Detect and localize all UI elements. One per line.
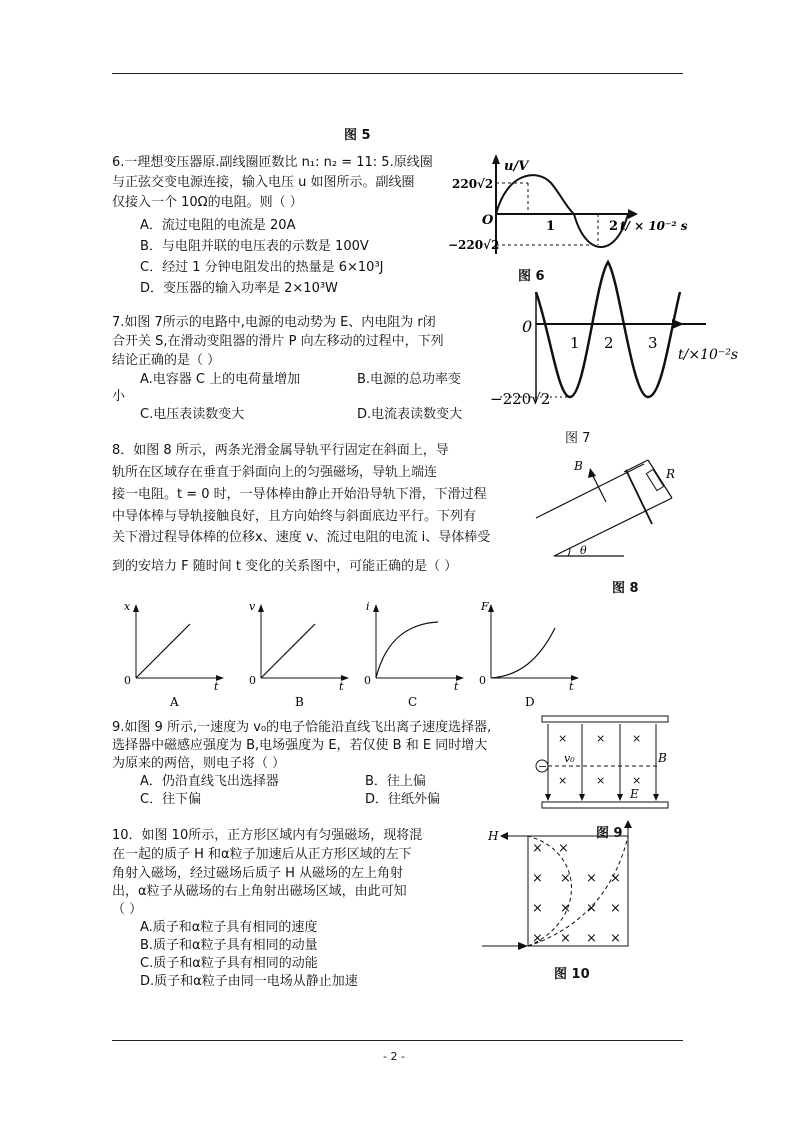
fig5-caption: 图 5 bbox=[344, 128, 371, 143]
svg-text:×: × bbox=[532, 931, 543, 946]
svg-text:×: × bbox=[610, 931, 621, 946]
svg-text:×: × bbox=[532, 841, 543, 856]
fig7-caption: 图 7 bbox=[565, 431, 591, 446]
graph-c-origin: 0 bbox=[364, 674, 371, 687]
header-rule bbox=[112, 73, 683, 74]
fig8-b-arrowhead bbox=[588, 468, 596, 478]
fig8-rail-lower bbox=[554, 498, 672, 556]
q9-option-b: B．往上偏 bbox=[365, 774, 426, 789]
fig10-proton-exit-arrowhead bbox=[500, 832, 508, 840]
fig10-caption: 图 10 bbox=[554, 967, 590, 982]
svg-text:×: × bbox=[532, 871, 543, 886]
graph-c-curve bbox=[376, 622, 438, 678]
q6-line2: 与正弦交变电源连接，输入电压 u 如图所示。副线圈 bbox=[112, 175, 415, 190]
fig10-field-region bbox=[528, 836, 628, 946]
fig9-electron-sign: − bbox=[538, 760, 548, 773]
figure-8-incline-rails bbox=[532, 452, 682, 562]
q6-line1: 6.一理想变压器原.副线圈匝数比 n₁: n₂ = 11: 5.原线圈 bbox=[112, 155, 433, 170]
graph-b-curve bbox=[261, 624, 315, 678]
fig7-xlabel: t/×10⁻²s bbox=[678, 347, 739, 363]
fig9-top-plate bbox=[542, 716, 668, 722]
q10-line5: （ ） bbox=[112, 902, 143, 917]
fig9-cross-5: × bbox=[596, 774, 606, 787]
graph-b-origin: 0 bbox=[249, 674, 256, 687]
fig9-e-label: E bbox=[630, 787, 639, 801]
fig10-alpha-path bbox=[528, 836, 628, 946]
fig6-y-top-label: 220√2 bbox=[452, 177, 494, 191]
graph-a-y-arrow bbox=[133, 604, 139, 612]
q10-option-b: B.质子和α粒子具有相同的动量 bbox=[140, 938, 318, 953]
svg-text:×: × bbox=[586, 871, 597, 886]
fig9-cross-4: × bbox=[558, 774, 568, 787]
fig6-tick-2: 2 bbox=[609, 219, 619, 234]
page-number: - 2 - bbox=[383, 1050, 405, 1063]
q9-option-c: C．往下偏 bbox=[140, 792, 202, 807]
fig10-h-label: H bbox=[488, 829, 499, 843]
figure-9-velocity-selector bbox=[532, 714, 672, 814]
fig6-xlabel: t/ × 10⁻² s bbox=[620, 219, 688, 233]
fig9-cross-3: × bbox=[632, 732, 642, 745]
fig10-crosses bbox=[532, 841, 621, 946]
graph-c-y-arrow bbox=[373, 604, 379, 612]
graph-d-curve bbox=[491, 628, 555, 678]
fig7-y-bottom-label: −220√2 bbox=[490, 390, 551, 408]
fig6-y-arrow bbox=[492, 154, 500, 164]
figure-10-square-field bbox=[482, 822, 632, 962]
q8-line5: 关下滑过程导体棒的位移x、速度 v、流过电阻的电流 i、导体棒受 bbox=[112, 530, 491, 545]
q6-option-a: A．流过电阻的电流是 20A bbox=[140, 218, 296, 233]
fig8-b-label: B bbox=[574, 459, 583, 473]
fig8-conductor-rod bbox=[626, 470, 652, 524]
svg-text:×: × bbox=[532, 901, 543, 916]
graph-a-option-label: A bbox=[170, 695, 179, 709]
q8-line4: 中导体棒与导轨接触良好，且方向始终与斜面底边平行。下列有 bbox=[112, 509, 477, 524]
q8-graph-a bbox=[118, 598, 228, 710]
svg-text:×: × bbox=[558, 841, 569, 856]
q8-graph-c bbox=[358, 598, 468, 710]
q10-line2: 在一起的质子 H 和α粒子加速后从正方形区域的左下 bbox=[112, 847, 412, 862]
q7-option-b: B.电源的总功率变 bbox=[357, 372, 462, 387]
q6-line3: 仅接入一个 10Ω的电阻。则（ ） bbox=[112, 195, 303, 210]
graph-a-curve bbox=[136, 624, 190, 678]
graph-d-y-arrow bbox=[488, 604, 494, 612]
fig6-y-bottom-label: −220√2 bbox=[448, 238, 500, 252]
fig6-ylabel: u/V bbox=[504, 159, 529, 174]
q10-option-c: C.质子和α粒子具有相同的动能 bbox=[140, 956, 318, 971]
q7-line2: 合开关 S,在滑动变阻器的滑片 P 向左移动的过程中，下列 bbox=[112, 334, 444, 349]
q7-option-d: D.电流表读数变大 bbox=[357, 407, 463, 422]
fig6-caption: 图 6 bbox=[518, 269, 545, 284]
q10-line4: 出，α粒子从磁场的右上角射出磁场区域，由此可知 bbox=[112, 884, 407, 899]
fig9-cross-6: × bbox=[632, 774, 642, 787]
q9-option-a: A．仍沿直线飞出选择器 bbox=[140, 774, 279, 789]
fig7-tick-1: 1 bbox=[570, 334, 580, 352]
fig7-origin-label: 0 bbox=[522, 317, 533, 336]
q10-line3: 角射入磁场，经过磁场后质子 H 从磁场的左上角射 bbox=[112, 866, 404, 881]
q9-option-d: D．往纸外偏 bbox=[365, 792, 441, 807]
svg-text:×: × bbox=[560, 931, 571, 946]
q7-option-a: A.电容器 C 上的电荷量增加 bbox=[140, 372, 301, 387]
figure-7-voltage-graph bbox=[470, 262, 739, 412]
svg-text:×: × bbox=[560, 871, 571, 886]
q8-line6: 到的安培力 F 随时间 t 变化的关系图中，可能正确的是（ ） bbox=[112, 559, 458, 574]
fig6-origin-label: O bbox=[482, 213, 494, 228]
graph-d-ylabel: F bbox=[481, 600, 489, 613]
fig9-field-arrowheads bbox=[545, 794, 659, 801]
graph-d-xlabel: t bbox=[569, 680, 574, 693]
svg-text:×: × bbox=[586, 901, 597, 916]
q7-option-c: C.电压表读数变大 bbox=[140, 407, 245, 422]
graph-a-xlabel: t bbox=[214, 680, 219, 693]
fig7-tick-3: 3 bbox=[648, 334, 658, 352]
svg-text:×: × bbox=[610, 871, 621, 886]
q7-option-b-wrap: 小 bbox=[112, 389, 126, 404]
q10-option-a: A.质子和α粒子具有相同的速度 bbox=[140, 920, 318, 935]
q6-option-b: B．与电阻并联的电压表的示数是 100V bbox=[140, 239, 369, 254]
fig6-tick-1: 1 bbox=[546, 219, 556, 234]
fig9-caption: 图 9 bbox=[596, 826, 623, 841]
fig10-entry-arrowhead bbox=[518, 942, 528, 950]
fig8-b-arrow bbox=[592, 474, 606, 502]
footer-rule bbox=[112, 1040, 683, 1041]
q9-line3: 为原来的两倍，则电子将（ ） bbox=[112, 756, 286, 771]
q7-line3: 结论正确的是（ ） bbox=[112, 353, 221, 368]
q9-line1: 9.如图 9 所示,一速度为 v₀的电子恰能沿直线飞出离子速度选择器, bbox=[112, 720, 492, 735]
q8-line3: 接一电阻。t = 0 时，一导体棒由静止开始沿导轨下滑，下滑过程 bbox=[112, 487, 487, 502]
graph-a-ylabel: x bbox=[124, 600, 131, 613]
q10-option-d: D.质子和α粒子由同一电场从静止加速 bbox=[140, 974, 358, 989]
graph-c-xlabel: t bbox=[454, 680, 459, 693]
svg-text:×: × bbox=[610, 901, 621, 916]
graph-d-origin: 0 bbox=[479, 674, 486, 687]
fig9-cross-2: × bbox=[596, 732, 606, 745]
q8-graph-d bbox=[473, 598, 583, 710]
fig9-cross-1: × bbox=[558, 732, 568, 745]
fig7-tick-2: 2 bbox=[604, 334, 614, 352]
graph-b-y-arrow bbox=[258, 604, 264, 612]
graph-d-option-label: D bbox=[525, 695, 535, 709]
graph-b-option-label: B bbox=[295, 695, 304, 709]
fig9-bottom-plate bbox=[542, 802, 668, 808]
q6-option-d: D．变压器的输入功率是 2×10³W bbox=[140, 281, 338, 296]
q6-option-c: C．经过 1 分钟电阻发出的热量是 6×10³J bbox=[140, 260, 384, 275]
fig6-x-arrow bbox=[628, 209, 638, 219]
fig9-v0-label: v₀ bbox=[564, 752, 575, 765]
fig9-b-label: B bbox=[658, 751, 667, 765]
fig8-theta-label: θ bbox=[580, 544, 587, 557]
fig10-alpha-exit-arrowhead bbox=[624, 820, 632, 828]
graph-c-ylabel: i bbox=[366, 600, 370, 613]
svg-text:×: × bbox=[586, 931, 597, 946]
graph-a-origin: 0 bbox=[124, 674, 131, 687]
fig7-sine-curve bbox=[536, 262, 680, 397]
fig8-caption: 图 8 bbox=[612, 581, 639, 596]
q10-line1: 10．如图 10所示，正方形区域内有匀强磁场，现将混 bbox=[112, 828, 423, 843]
q9-line2: 选择器中磁感应强度为 B,电场强度为 E，若仅使 B 和 E 同时增大 bbox=[112, 738, 488, 753]
q8-line1: 8．如图 8 所示，两条光滑金属导轨平行固定在斜面上，导 bbox=[112, 443, 449, 458]
figure-6-voltage-graph bbox=[448, 152, 688, 262]
fig6-sine-curve bbox=[496, 175, 628, 247]
graph-b-xlabel: t bbox=[339, 680, 344, 693]
fig8-top-wire bbox=[624, 460, 648, 472]
graph-c-option-label: C bbox=[408, 695, 418, 709]
q8-line2: 轨所在区域存在垂直于斜面向上的匀强磁场，导轨上端连 bbox=[112, 465, 438, 480]
svg-text:×: × bbox=[560, 901, 571, 916]
fig8-r-label: R bbox=[666, 467, 676, 481]
graph-b-ylabel: v bbox=[249, 600, 256, 613]
q7-line1: 7.如图 7所示的电路中,电源的电动势为 E、内电阻为 r闭 bbox=[112, 315, 436, 330]
q8-graph-b bbox=[243, 598, 353, 710]
